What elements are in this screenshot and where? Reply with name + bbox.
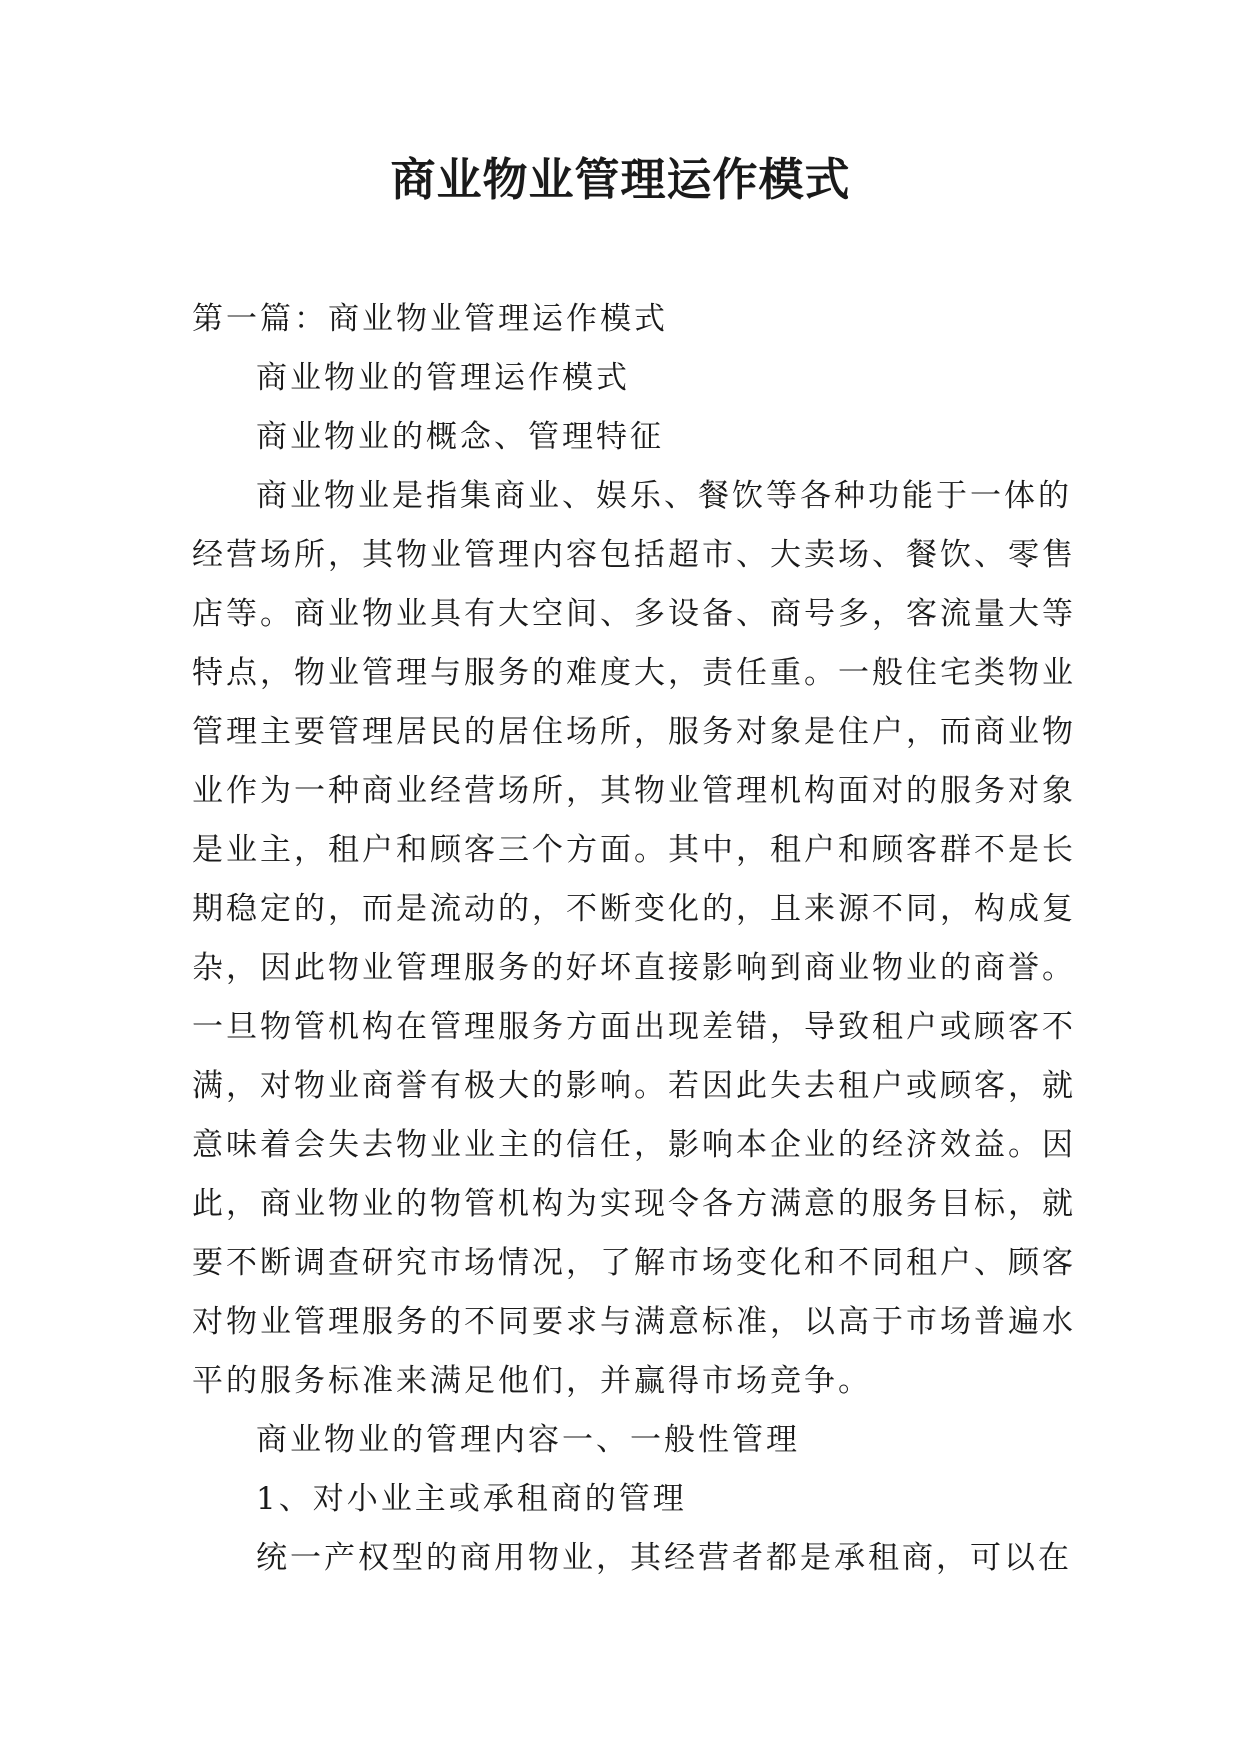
body-line: 意味着会失去物业业主的信任，影响本企业的经济效益。因 <box>192 1127 1076 1163</box>
body-line: 特点，物业管理与服务的难度大，责任重。一般住宅类物业 <box>192 655 1076 691</box>
body-line: 店等。商业物业具有大空间、多设备、商号多，客流量大等 <box>192 596 1076 632</box>
body-line: 杂，因此物业管理服务的好坏直接影响到商业物业的商誉。 <box>192 950 1076 986</box>
document-title: 商业物业管理运作模式 <box>390 153 851 206</box>
body-line: 业作为一种商业经营场所，其物业管理机构面对的服务对象 <box>192 773 1076 809</box>
body-line: 商业物业的概念、管理特征 <box>256 419 664 455</box>
body-line: 一旦物管机构在管理服务方面出现差错，导致租户或顾客不 <box>192 1009 1076 1045</box>
body-line: 第一篇：商业物业管理运作模式 <box>192 301 668 337</box>
body-line: 平的服务标准来满足他们，并赢得市场竞争。 <box>192 1363 872 1399</box>
body-line: 商业物业的管理内容一、一般性管理 <box>256 1422 800 1458</box>
body-line: 经营场所，其物业管理内容包括超市、大卖场、餐饮、零售 <box>192 537 1076 573</box>
body-line: 管理主要管理居民的居住场所，服务对象是住户，而商业物 <box>192 714 1076 750</box>
body-line: 此，商业物业的物管机构为实现令各方满意的服务目标，就 <box>192 1186 1076 1222</box>
body-line: 满，对物业商誉有极大的影响。若因此失去租户或顾客，就 <box>192 1068 1076 1104</box>
document-body <box>192 290 1076 1588</box>
body-line: 要不断调查研究市场情况，了解市场变化和不同租户、顾客 <box>192 1245 1076 1281</box>
body-line: 对物业管理服务的不同要求与满意标准，以高于市场普遍水 <box>192 1304 1076 1340</box>
body-line: 1、对小业主或承租商的管理 <box>256 1481 687 1517</box>
body-line: 商业物业是指集商业、娱乐、餐饮等各种功能于一体的 <box>256 478 1072 514</box>
body-line: 商业物业的管理运作模式 <box>256 360 630 396</box>
body-line: 是业主，租户和顾客三个方面。其中，租户和顾客群不是长 <box>192 832 1076 868</box>
body-line: 统一产权型的商用物业，其经营者都是承租商，可以在 <box>256 1540 1072 1576</box>
body-line: 期稳定的，而是流动的，不断变化的，且来源不同，构成复 <box>192 891 1076 927</box>
